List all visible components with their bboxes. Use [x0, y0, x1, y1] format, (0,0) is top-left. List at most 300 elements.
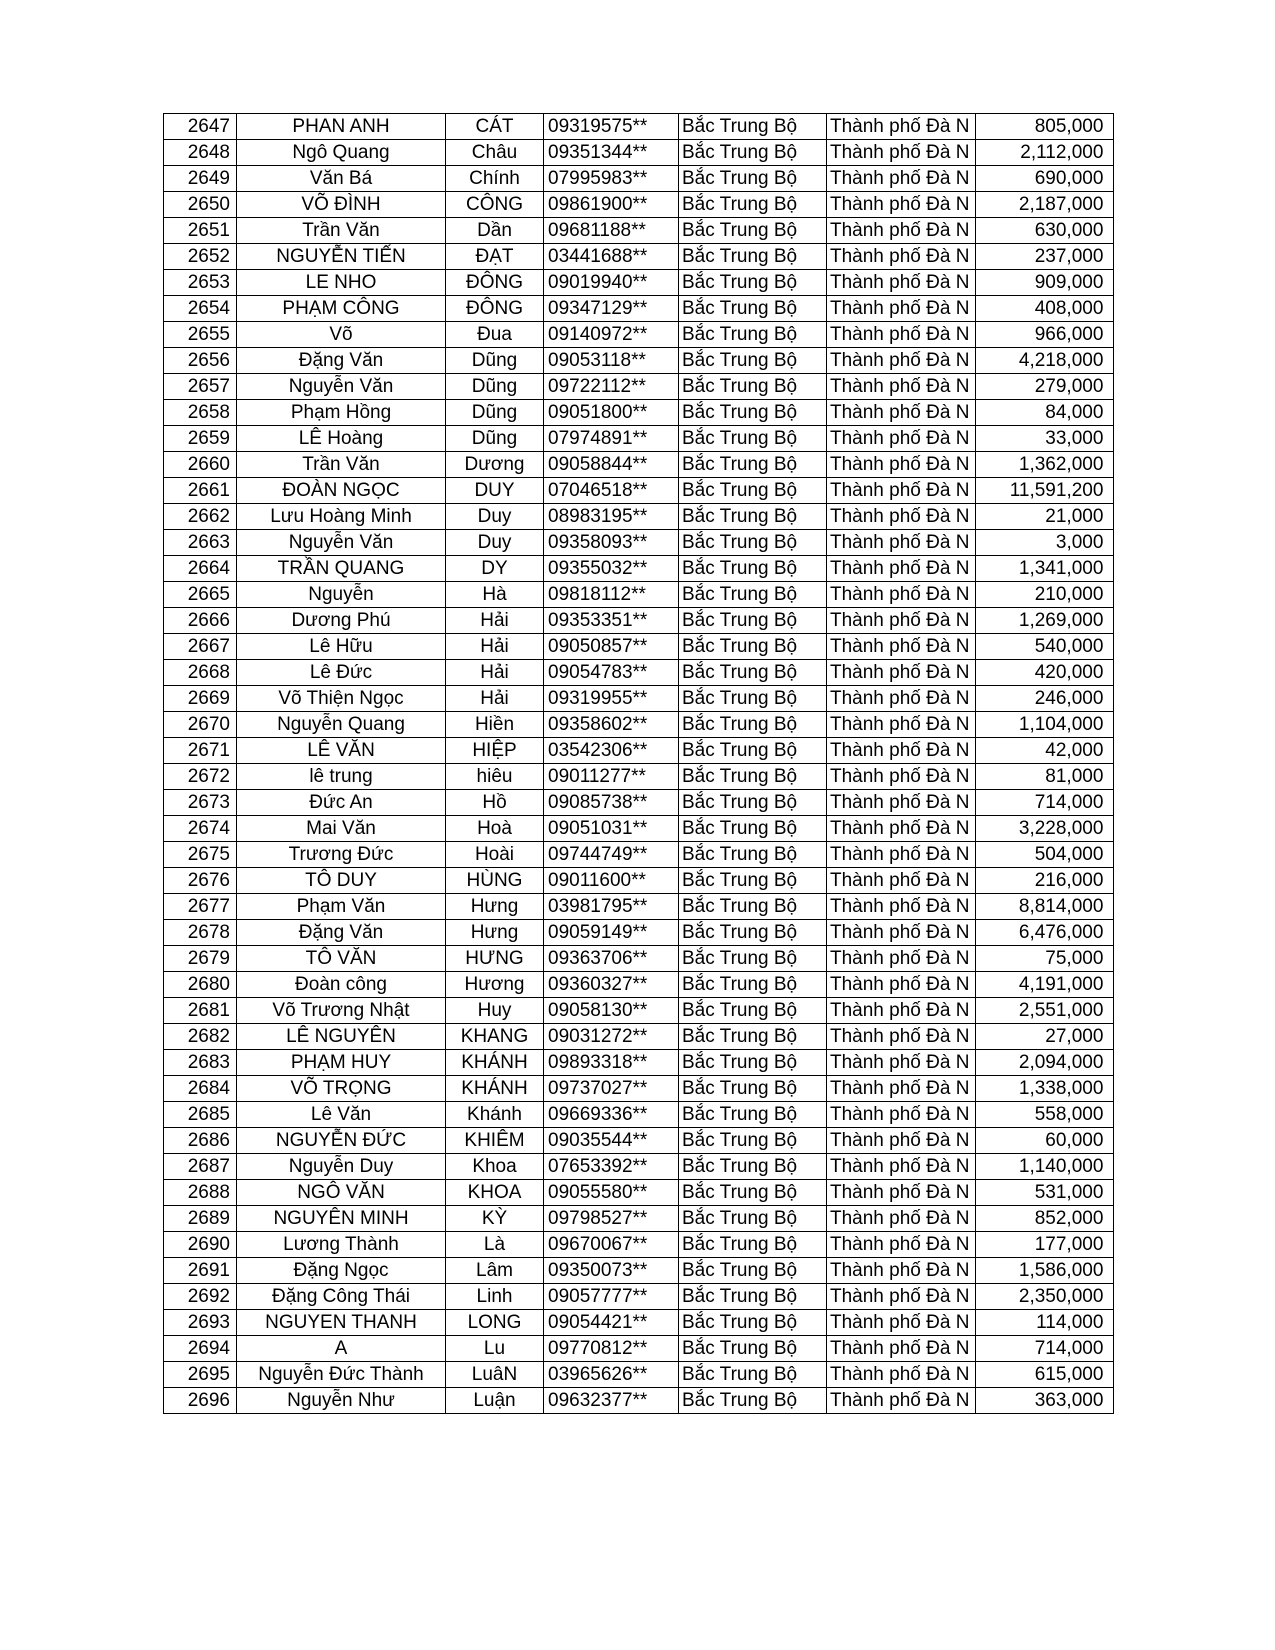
phone-cell: 09355032**	[544, 556, 679, 582]
phone-cell: 09351344**	[544, 140, 679, 166]
last-name-cell: Ngô Quang	[237, 140, 446, 166]
amount-cell: 2,350,000	[976, 1284, 1114, 1310]
last-name-cell: LÊ VĂN	[237, 738, 446, 764]
first-name-cell: Dũng	[446, 374, 544, 400]
region-cell: Bắc Trung Bộ	[679, 400, 827, 426]
first-name-cell: Hoài	[446, 842, 544, 868]
id-cell: 2696	[164, 1388, 237, 1414]
city-cell: Thành phố Đà N	[827, 322, 976, 348]
phone-cell: 09669336**	[544, 1102, 679, 1128]
city-cell: Thành phố Đà N	[827, 1024, 976, 1050]
city-cell: Thành phố Đà N	[827, 1180, 976, 1206]
first-name-cell: Dần	[446, 218, 544, 244]
phone-cell: 03441688**	[544, 244, 679, 270]
phone-cell: 07974891**	[544, 426, 679, 452]
first-name-cell: Hải	[446, 660, 544, 686]
city-cell: Thành phố Đà N	[827, 400, 976, 426]
phone-cell: 09051800**	[544, 400, 679, 426]
id-cell: 2683	[164, 1050, 237, 1076]
region-cell: Bắc Trung Bộ	[679, 868, 827, 894]
last-name-cell: Đặng Công Thái	[237, 1284, 446, 1310]
first-name-cell: CÁT	[446, 114, 544, 140]
city-cell: Thành phố Đà N	[827, 504, 976, 530]
table-row	[164, 296, 1114, 322]
table-row	[164, 1102, 1114, 1128]
city-cell: Thành phố Đà N	[827, 374, 976, 400]
region-cell: Bắc Trung Bộ	[679, 1024, 827, 1050]
phone-cell: 07046518**	[544, 478, 679, 504]
first-name-cell: ĐÔNG	[446, 296, 544, 322]
city-cell: Thành phố Đà N	[827, 634, 976, 660]
last-name-cell: TÔ VĂN	[237, 946, 446, 972]
first-name-cell: Luận	[446, 1388, 544, 1414]
table-row	[164, 400, 1114, 426]
table-row	[164, 374, 1114, 400]
first-name-cell: Hải	[446, 608, 544, 634]
first-name-cell: Đua	[446, 322, 544, 348]
city-cell: Thành phố Đà N	[827, 1388, 976, 1414]
region-cell: Bắc Trung Bộ	[679, 1050, 827, 1076]
last-name-cell: Nguyễn Như	[237, 1388, 446, 1414]
id-cell: 2662	[164, 504, 237, 530]
table-row	[164, 972, 1114, 998]
phone-cell: 09360327**	[544, 972, 679, 998]
amount-cell: 75,000	[976, 946, 1114, 972]
amount-cell: 408,000	[976, 296, 1114, 322]
amount-cell: 690,000	[976, 166, 1114, 192]
id-cell: 2690	[164, 1232, 237, 1258]
amount-cell: 504,000	[976, 842, 1114, 868]
amount-cell: 1,338,000	[976, 1076, 1114, 1102]
amount-cell: 210,000	[976, 582, 1114, 608]
amount-cell: 114,000	[976, 1310, 1114, 1336]
last-name-cell: LE NHO	[237, 270, 446, 296]
region-cell: Bắc Trung Bộ	[679, 140, 827, 166]
first-name-cell: Hương	[446, 972, 544, 998]
phone-cell: 09358602**	[544, 712, 679, 738]
table-row	[164, 686, 1114, 712]
last-name-cell: NGUYÊN MINH	[237, 1206, 446, 1232]
id-cell: 2675	[164, 842, 237, 868]
id-cell: 2672	[164, 764, 237, 790]
last-name-cell: NGÔ VĂN	[237, 1180, 446, 1206]
last-name-cell: Trần Văn	[237, 452, 446, 478]
first-name-cell: Linh	[446, 1284, 544, 1310]
city-cell: Thành phố Đà N	[827, 1258, 976, 1284]
phone-cell: 09050857**	[544, 634, 679, 660]
last-name-cell: NGUYỄN ĐỨC	[237, 1128, 446, 1154]
city-cell: Thành phố Đà N	[827, 140, 976, 166]
region-cell: Bắc Trung Bộ	[679, 998, 827, 1024]
city-cell: Thành phố Đà N	[827, 1206, 976, 1232]
region-cell: Bắc Trung Bộ	[679, 530, 827, 556]
first-name-cell: KHÁNH	[446, 1050, 544, 1076]
region-cell: Bắc Trung Bộ	[679, 712, 827, 738]
table-row	[164, 1128, 1114, 1154]
last-name-cell: VÕ ĐÌNH	[237, 192, 446, 218]
table-row	[164, 764, 1114, 790]
last-name-cell: TÔ DUY	[237, 868, 446, 894]
last-name-cell: A	[237, 1336, 446, 1362]
first-name-cell: KHÁNH	[446, 1076, 544, 1102]
amount-cell: 531,000	[976, 1180, 1114, 1206]
city-cell: Thành phố Đà N	[827, 1284, 976, 1310]
last-name-cell: Trần Văn	[237, 218, 446, 244]
table-row	[164, 270, 1114, 296]
id-cell: 2654	[164, 296, 237, 322]
last-name-cell: Đặng Ngọc	[237, 1258, 446, 1284]
amount-cell: 8,814,000	[976, 894, 1114, 920]
id-cell: 2670	[164, 712, 237, 738]
table-row	[164, 114, 1114, 140]
first-name-cell: Khoa	[446, 1154, 544, 1180]
amount-cell: 2,187,000	[976, 192, 1114, 218]
region-cell: Bắc Trung Bộ	[679, 894, 827, 920]
first-name-cell: ĐÔNG	[446, 270, 544, 296]
last-name-cell: Lưu Hoàng Minh	[237, 504, 446, 530]
amount-cell: 81,000	[976, 764, 1114, 790]
last-name-cell: Đoàn công	[237, 972, 446, 998]
id-cell: 2667	[164, 634, 237, 660]
id-cell: 2680	[164, 972, 237, 998]
last-name-cell: NGUYEN THANH	[237, 1310, 446, 1336]
first-name-cell: Châu	[446, 140, 544, 166]
phone-cell: 09798527**	[544, 1206, 679, 1232]
city-cell: Thành phố Đà N	[827, 1102, 976, 1128]
table-row	[164, 816, 1114, 842]
table-row	[164, 608, 1114, 634]
table-row	[164, 478, 1114, 504]
first-name-cell: Hồ	[446, 790, 544, 816]
phone-cell: 09057777**	[544, 1284, 679, 1310]
table-row	[164, 946, 1114, 972]
first-name-cell: Dũng	[446, 400, 544, 426]
first-name-cell: Dương	[446, 452, 544, 478]
amount-cell: 540,000	[976, 634, 1114, 660]
last-name-cell: Võ Thiện Ngọc	[237, 686, 446, 712]
amount-cell: 1,341,000	[976, 556, 1114, 582]
last-name-cell: Trương Đức	[237, 842, 446, 868]
phone-cell: 09051031**	[544, 816, 679, 842]
id-cell: 2653	[164, 270, 237, 296]
city-cell: Thành phố Đà N	[827, 1336, 976, 1362]
table-row	[164, 1206, 1114, 1232]
amount-cell: 1,362,000	[976, 452, 1114, 478]
phone-cell: 09818112**	[544, 582, 679, 608]
id-cell: 2651	[164, 218, 237, 244]
table-row	[164, 1284, 1114, 1310]
city-cell: Thành phố Đà N	[827, 660, 976, 686]
city-cell: Thành phố Đà N	[827, 556, 976, 582]
city-cell: Thành phố Đà N	[827, 712, 976, 738]
city-cell: Thành phố Đà N	[827, 244, 976, 270]
id-cell: 2660	[164, 452, 237, 478]
phone-cell: 09054421**	[544, 1310, 679, 1336]
phone-cell: 09358093**	[544, 530, 679, 556]
city-cell: Thành phố Đà N	[827, 452, 976, 478]
amount-cell: 2,112,000	[976, 140, 1114, 166]
id-cell: 2695	[164, 1362, 237, 1388]
amount-cell: 2,094,000	[976, 1050, 1114, 1076]
last-name-cell: PHẠM HUY	[237, 1050, 446, 1076]
table-row	[164, 1336, 1114, 1362]
region-cell: Bắc Trung Bộ	[679, 608, 827, 634]
phone-cell: 09055580**	[544, 1180, 679, 1206]
id-cell: 2666	[164, 608, 237, 634]
first-name-cell: Hà	[446, 582, 544, 608]
region-cell: Bắc Trung Bộ	[679, 764, 827, 790]
region-cell: Bắc Trung Bộ	[679, 322, 827, 348]
id-cell: 2648	[164, 140, 237, 166]
last-name-cell: Lê Văn	[237, 1102, 446, 1128]
amount-cell: 33,000	[976, 426, 1114, 452]
table-row	[164, 530, 1114, 556]
amount-cell: 2,551,000	[976, 998, 1114, 1024]
table-row	[164, 894, 1114, 920]
city-cell: Thành phố Đà N	[827, 686, 976, 712]
city-cell: Thành phố Đà N	[827, 1128, 976, 1154]
phone-cell: 09319955**	[544, 686, 679, 712]
table-row	[164, 1258, 1114, 1284]
last-name-cell: Nguyễn	[237, 582, 446, 608]
id-cell: 2681	[164, 998, 237, 1024]
phone-cell: 09011600**	[544, 868, 679, 894]
city-cell: Thành phố Đà N	[827, 738, 976, 764]
amount-cell: 279,000	[976, 374, 1114, 400]
city-cell: Thành phố Đà N	[827, 530, 976, 556]
table-row	[164, 634, 1114, 660]
amount-cell: 1,140,000	[976, 1154, 1114, 1180]
region-cell: Bắc Trung Bộ	[679, 1388, 827, 1414]
phone-cell: 03542306**	[544, 738, 679, 764]
last-name-cell: TRẦN QUANG	[237, 556, 446, 582]
last-name-cell: Dương Phú	[237, 608, 446, 634]
phone-cell: 03981795**	[544, 894, 679, 920]
table-row	[164, 1388, 1114, 1414]
phone-cell: 09770812**	[544, 1336, 679, 1362]
region-cell: Bắc Trung Bộ	[679, 738, 827, 764]
region-cell: Bắc Trung Bộ	[679, 946, 827, 972]
region-cell: Bắc Trung Bộ	[679, 686, 827, 712]
region-cell: Bắc Trung Bộ	[679, 1180, 827, 1206]
city-cell: Thành phố Đà N	[827, 998, 976, 1024]
phone-cell: 09140972**	[544, 322, 679, 348]
first-name-cell: Hưng	[446, 894, 544, 920]
id-cell: 2661	[164, 478, 237, 504]
table-row	[164, 712, 1114, 738]
last-name-cell: Nguyễn Duy	[237, 1154, 446, 1180]
city-cell: Thành phố Đà N	[827, 920, 976, 946]
table-row	[164, 1154, 1114, 1180]
id-cell: 2649	[164, 166, 237, 192]
amount-cell: 630,000	[976, 218, 1114, 244]
table-row	[164, 842, 1114, 868]
region-cell: Bắc Trung Bộ	[679, 1128, 827, 1154]
first-name-cell: Duy	[446, 504, 544, 530]
table-row	[164, 1310, 1114, 1336]
region-cell: Bắc Trung Bộ	[679, 270, 827, 296]
amount-cell: 363,000	[976, 1388, 1114, 1414]
amount-cell: 3,228,000	[976, 816, 1114, 842]
id-cell: 2650	[164, 192, 237, 218]
first-name-cell: Duy	[446, 530, 544, 556]
region-cell: Bắc Trung Bộ	[679, 920, 827, 946]
phone-cell: 09670067**	[544, 1232, 679, 1258]
amount-cell: 615,000	[976, 1362, 1114, 1388]
amount-cell: 177,000	[976, 1232, 1114, 1258]
first-name-cell: KHIÊM	[446, 1128, 544, 1154]
city-cell: Thành phố Đà N	[827, 348, 976, 374]
region-cell: Bắc Trung Bộ	[679, 634, 827, 660]
last-name-cell: lê trung	[237, 764, 446, 790]
last-name-cell: Đặng Văn	[237, 920, 446, 946]
id-cell: 2682	[164, 1024, 237, 1050]
city-cell: Thành phố Đà N	[827, 894, 976, 920]
amount-cell: 84,000	[976, 400, 1114, 426]
last-name-cell: Nguyễn Đức Thành	[237, 1362, 446, 1388]
first-name-cell: CÔNG	[446, 192, 544, 218]
city-cell: Thành phố Đà N	[827, 1232, 976, 1258]
city-cell: Thành phố Đà N	[827, 296, 976, 322]
city-cell: Thành phố Đà N	[827, 426, 976, 452]
city-cell: Thành phố Đà N	[827, 192, 976, 218]
city-cell: Thành phố Đà N	[827, 114, 976, 140]
id-cell: 2673	[164, 790, 237, 816]
region-cell: Bắc Trung Bộ	[679, 478, 827, 504]
amount-cell: 1,104,000	[976, 712, 1114, 738]
last-name-cell: Võ Trương Nhật	[237, 998, 446, 1024]
region-cell: Bắc Trung Bộ	[679, 842, 827, 868]
id-cell: 2665	[164, 582, 237, 608]
city-cell: Thành phố Đà N	[827, 1076, 976, 1102]
amount-cell: 246,000	[976, 686, 1114, 712]
table-row	[164, 322, 1114, 348]
first-name-cell: KHANG	[446, 1024, 544, 1050]
phone-cell: 09744749**	[544, 842, 679, 868]
region-cell: Bắc Trung Bộ	[679, 452, 827, 478]
first-name-cell: Huy	[446, 998, 544, 1024]
table-row	[164, 1232, 1114, 1258]
amount-cell: 1,269,000	[976, 608, 1114, 634]
amount-cell: 714,000	[976, 790, 1114, 816]
amount-cell: 216,000	[976, 868, 1114, 894]
phone-cell: 09350073**	[544, 1258, 679, 1284]
phone-cell: 09031272**	[544, 1024, 679, 1050]
phone-cell: 09058844**	[544, 452, 679, 478]
id-cell: 2655	[164, 322, 237, 348]
region-cell: Bắc Trung Bộ	[679, 426, 827, 452]
table-row	[164, 452, 1114, 478]
table-row	[164, 582, 1114, 608]
id-cell: 2664	[164, 556, 237, 582]
first-name-cell: KỲ	[446, 1206, 544, 1232]
last-name-cell: Phạm Hồng	[237, 400, 446, 426]
region-cell: Bắc Trung Bộ	[679, 1102, 827, 1128]
table-row	[164, 1050, 1114, 1076]
first-name-cell: ĐẠT	[446, 244, 544, 270]
city-cell: Thành phố Đà N	[827, 868, 976, 894]
region-cell: Bắc Trung Bộ	[679, 1310, 827, 1336]
city-cell: Thành phố Đà N	[827, 1154, 976, 1180]
region-cell: Bắc Trung Bộ	[679, 244, 827, 270]
region-cell: Bắc Trung Bộ	[679, 218, 827, 244]
city-cell: Thành phố Đà N	[827, 816, 976, 842]
region-cell: Bắc Trung Bộ	[679, 582, 827, 608]
amount-cell: 909,000	[976, 270, 1114, 296]
region-cell: Bắc Trung Bộ	[679, 1336, 827, 1362]
id-cell: 2685	[164, 1102, 237, 1128]
table-row	[164, 868, 1114, 894]
first-name-cell: Dũng	[446, 348, 544, 374]
phone-cell: 09893318**	[544, 1050, 679, 1076]
city-cell: Thành phố Đà N	[827, 582, 976, 608]
id-cell: 2692	[164, 1284, 237, 1310]
first-name-cell: Khánh	[446, 1102, 544, 1128]
amount-cell: 852,000	[976, 1206, 1114, 1232]
table-row	[164, 244, 1114, 270]
id-cell: 2647	[164, 114, 237, 140]
city-cell: Thành phố Đà N	[827, 218, 976, 244]
region-cell: Bắc Trung Bộ	[679, 816, 827, 842]
id-cell: 2679	[164, 946, 237, 972]
first-name-cell: HƯNG	[446, 946, 544, 972]
region-cell: Bắc Trung Bộ	[679, 114, 827, 140]
region-cell: Bắc Trung Bộ	[679, 504, 827, 530]
phone-cell: 09632377**	[544, 1388, 679, 1414]
first-name-cell: KHOA	[446, 1180, 544, 1206]
id-cell: 2689	[164, 1206, 237, 1232]
phone-cell: 09353351**	[544, 608, 679, 634]
id-cell: 2671	[164, 738, 237, 764]
phone-cell: 09011277**	[544, 764, 679, 790]
id-cell: 2659	[164, 426, 237, 452]
phone-cell: 09347129**	[544, 296, 679, 322]
city-cell: Thành phố Đà N	[827, 1310, 976, 1336]
phone-cell: 09053118**	[544, 348, 679, 374]
first-name-cell: DY	[446, 556, 544, 582]
data-table	[163, 113, 1114, 1414]
phone-cell: 09737027**	[544, 1076, 679, 1102]
city-cell: Thành phố Đà N	[827, 790, 976, 816]
first-name-cell: Hải	[446, 634, 544, 660]
first-name-cell: HIỆP	[446, 738, 544, 764]
first-name-cell: Dũng	[446, 426, 544, 452]
phone-cell: 07995983**	[544, 166, 679, 192]
phone-cell: 09722112**	[544, 374, 679, 400]
amount-cell: 27,000	[976, 1024, 1114, 1050]
id-cell: 2687	[164, 1154, 237, 1180]
last-name-cell: PHAN ANH	[237, 114, 446, 140]
city-cell: Thành phố Đà N	[827, 1050, 976, 1076]
phone-cell: 09059149**	[544, 920, 679, 946]
id-cell: 2677	[164, 894, 237, 920]
region-cell: Bắc Trung Bộ	[679, 296, 827, 322]
first-name-cell: Chính	[446, 166, 544, 192]
region-cell: Bắc Trung Bộ	[679, 1206, 827, 1232]
amount-cell: 4,191,000	[976, 972, 1114, 998]
last-name-cell: Lê Đức	[237, 660, 446, 686]
region-cell: Bắc Trung Bộ	[679, 348, 827, 374]
region-cell: Bắc Trung Bộ	[679, 1284, 827, 1310]
id-cell: 2684	[164, 1076, 237, 1102]
last-name-cell: Mai Văn	[237, 816, 446, 842]
phone-cell: 09035544**	[544, 1128, 679, 1154]
table-row	[164, 192, 1114, 218]
last-name-cell: ĐOÀN NGỌC	[237, 478, 446, 504]
phone-cell: 08983195**	[544, 504, 679, 530]
amount-cell: 3,000	[976, 530, 1114, 556]
first-name-cell: Hải	[446, 686, 544, 712]
